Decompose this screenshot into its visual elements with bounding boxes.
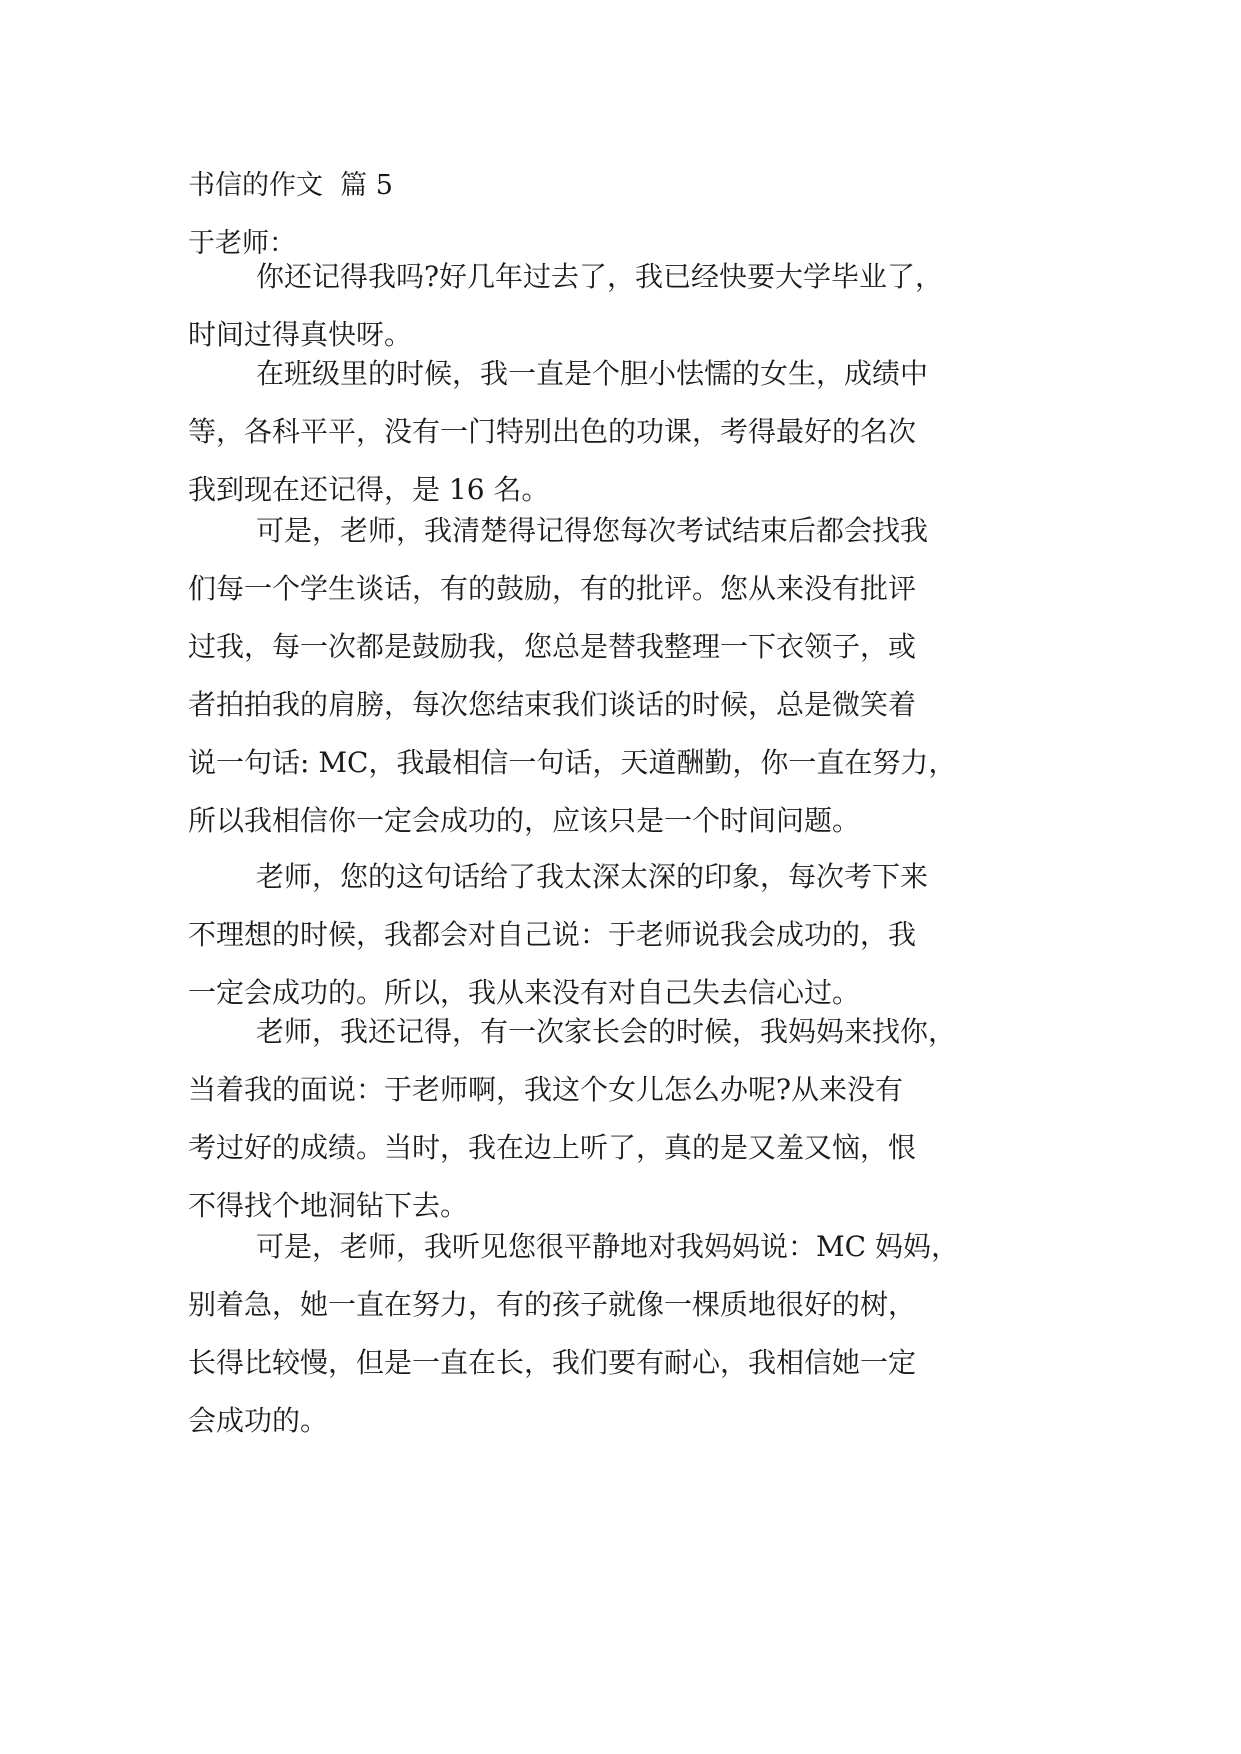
paragraph-line: 可是，老师，我听见您很平静地对我妈妈说：MC 妈妈， (256, 1230, 959, 1263)
document-title: 书信的作文 篇 5 (188, 170, 393, 201)
paragraph-line: 不得找个地洞钻下去。 (188, 1189, 469, 1222)
paragraph-3 (188, 502, 1068, 850)
paragraph-line: 一定会成功的。所以，我从来没有对自己失去信心过。 (188, 976, 861, 1009)
paragraph-line: 我到现在还记得，是 16 名。 (188, 473, 550, 506)
paragraph-line: 当着我的面说：于老师啊，我这个女儿怎么办呢?从来没有 (188, 1073, 904, 1106)
paragraph-6 (188, 1218, 1068, 1450)
paragraph-line: 过我，每一次都是鼓励我，您总是替我整理一下衣领子，或 (188, 630, 917, 663)
paragraph-line: 所以我相信你一定会成功的，应该只是一个时间问题。 (188, 804, 861, 837)
paragraph-line: 者拍拍我的肩膀，每次您结束我们谈话的时候，总是微笑着 (188, 688, 917, 721)
paragraph-line: 老师，您的这句话给了我太深太深的印象，每次考下来 (256, 860, 929, 893)
paragraph-line: 不理想的时候，我都会对自己说：于老师说我会成功的，我 (188, 918, 917, 951)
paragraph-2 (188, 345, 1068, 519)
paragraph-line: 可是，老师，我清楚得记得您每次考试结束后都会找我 (256, 514, 929, 547)
paragraph-5 (188, 1003, 1068, 1235)
paragraph-line: 会成功的。 (188, 1404, 329, 1437)
paragraph-line: 考过好的成绩。当时，我在边上听了，真的是又羞又恼，恨 (188, 1131, 917, 1164)
paragraph-line: 在班级里的时候，我一直是个胆小怯懦的女生，成绩中 (256, 357, 929, 390)
paragraph-line: 别着急，她一直在努力，有的孩子就像一棵质地很好的树， (188, 1288, 917, 1321)
paragraph-4 (188, 848, 1068, 1022)
paragraph-line: 说一句话: MC，我最相信一句话，天道酬勤，你一直在努力， (188, 746, 957, 779)
paragraph-line: 时间过得真快呀。 (188, 318, 413, 351)
paragraph-line: 等，各科平平，没有一门特别出色的功课，考得最好的名次 (188, 415, 917, 448)
paragraph-line: 长得比较慢，但是一直在长，我们要有耐心，我相信她一定 (188, 1346, 917, 1379)
salutation: 于老师： (188, 228, 296, 259)
paragraph-line: 老师，我还记得，有一次家长会的时候，我妈妈来找你， (256, 1015, 957, 1048)
paragraph-line: 你还记得我吗?好几年过去了，我已经快要大学毕业了， (256, 260, 944, 293)
paragraph-line: 们每一个学生谈话，有的鼓励，有的批评。您从来没有批评 (188, 572, 917, 605)
